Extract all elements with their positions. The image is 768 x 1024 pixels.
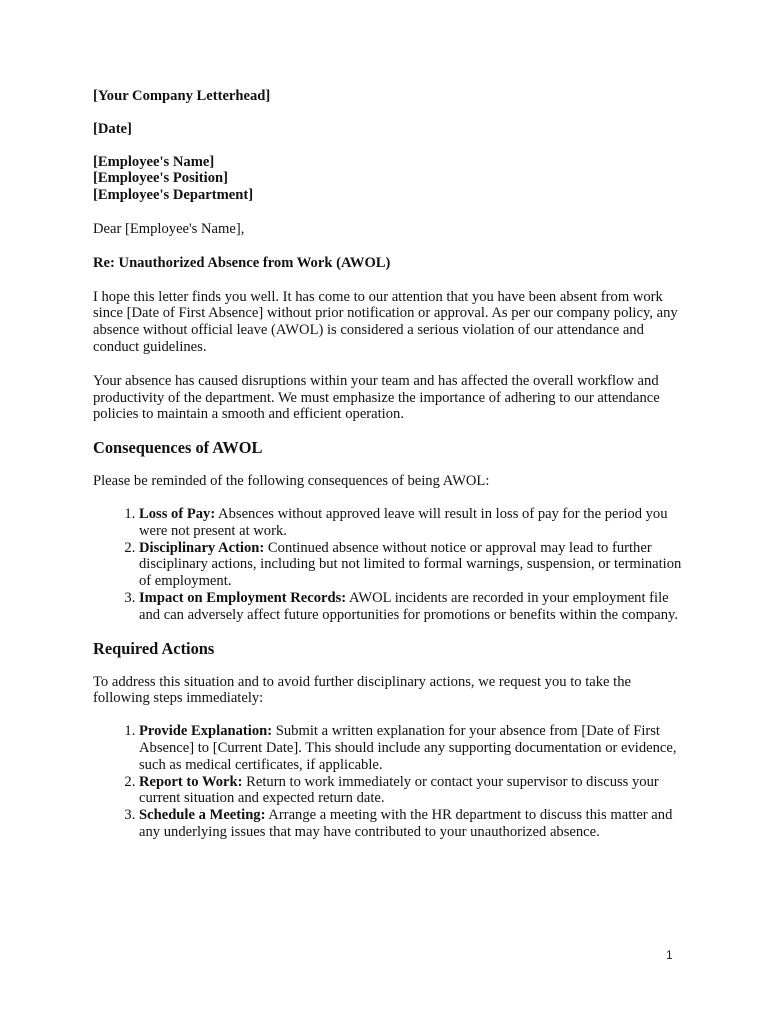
list-item-text: Arrange a meeting with the HR department to discuss this matter and any underlying issues that may have contributed to your unauthorized absence.: [139, 807, 673, 840]
intro-paragraph-1: I hope this letter finds you well. It has come to our attention that you have been absent from work since [Date of First Absence] without prior notification or approval. As per our company policy, any absence without official leave (AWOL) is considered a serious violation of our attendance and conduct guidelines.: [93, 288, 678, 355]
list-item: [139, 723, 683, 773]
list-item: [139, 774, 683, 808]
consequences-heading: Consequences of AWOL: [93, 438, 263, 458]
list-item-title: Report to Work:: [139, 773, 243, 790]
consequences-list: [93, 506, 683, 624]
consequences-intro: Please be reminded of the following consequences of being AWOL:: [93, 473, 490, 490]
list-item-text: Submit a written explanation for your absence from [Date of First Absence] to [Current Date]. This should include any supporting documentation or evidence, such as medical certificates, if applicable.: [139, 723, 677, 773]
letter-page: [93, 86, 683, 841]
letterhead: [Your Company Letterhead]: [93, 88, 271, 104]
list-item-text: Continued absence without notice or approval may lead to further disciplinary actions, including but not limited to formal warnings, suspension, or termination of employment.: [139, 539, 682, 590]
list-item-title: Impact on Employment Records:: [139, 589, 347, 606]
salutation: Dear [Employee's Name],: [93, 220, 245, 237]
list-item-title: Disciplinary Action:: [139, 539, 265, 556]
list-item: [139, 506, 683, 540]
recipient-block: [93, 154, 683, 204]
intro-paragraph-2: Your absence has caused disruptions within your team and has affected the overall workflow and productivity of the department. We must emphasize the importance of adhering to our attendance policies to maintain a smooth and efficient operation.: [93, 372, 660, 423]
list-item-text: Absences without approved leave will result in loss of pay for the period you were not present at work.: [139, 505, 668, 539]
list-item-text: Return to work immediately or contact your supervisor to discuss your current situation and expected return date.: [139, 773, 659, 807]
letter-date: [Date]: [93, 120, 132, 137]
list-item-title: Schedule a Meeting:: [139, 807, 266, 824]
actions-heading: Required Actions: [93, 638, 215, 658]
list-item: [139, 590, 683, 624]
list-item-title: Provide Explanation:: [139, 723, 273, 740]
actions-list: [93, 723, 683, 841]
recipient-name: [Employee's Name]: [93, 153, 215, 170]
subject-line: Re: Unauthorized Absence from Work (AWOL): [93, 254, 391, 271]
recipient-position: [Employee's Position]: [93, 170, 228, 187]
list-item-title: Loss of Pay:: [139, 505, 216, 522]
list-item: [139, 807, 683, 841]
list-item-text: AWOL incidents are recorded in your employment file and can adversely affect future opportunities for promotions or benefits within the company.: [139, 589, 678, 623]
page-number: 1: [666, 948, 673, 962]
actions-intro: To address this situation and to avoid further disciplinary actions, we request you to take the following steps immediately:: [93, 673, 632, 707]
recipient-department: [Employee's Department]: [93, 187, 254, 204]
list-item: [139, 540, 683, 590]
